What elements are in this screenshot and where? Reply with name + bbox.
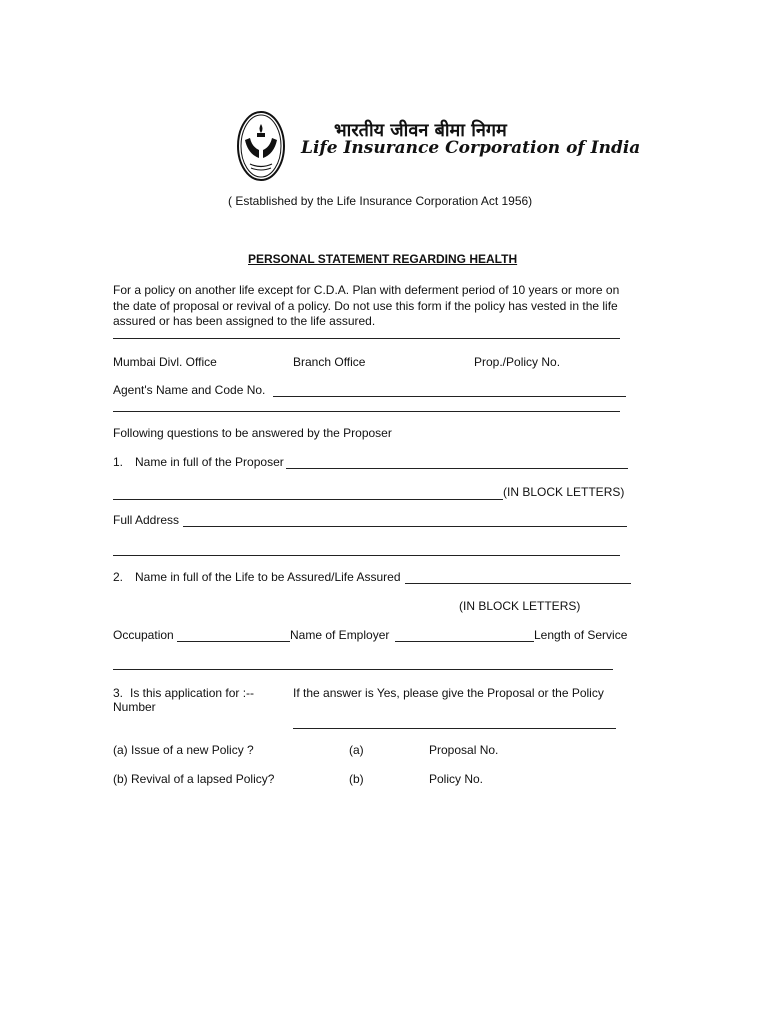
- service-label: Length of Service: [534, 628, 628, 642]
- q3-option-a: (a) Issue of a new Policy ?: [113, 743, 254, 757]
- form-title: PERSONAL STATEMENT REGARDING HEALTH: [248, 252, 518, 266]
- agent-field-line[interactable]: [273, 396, 626, 397]
- q1-label: Name in full of the Proposer: [135, 455, 284, 469]
- intro-line: assured or has been assigned to the life assured.: [113, 314, 376, 328]
- q2-block-letters: (IN BLOCK LETTERS): [459, 599, 581, 613]
- employer-label: Name of Employer: [290, 628, 390, 642]
- address-line-2[interactable]: [113, 555, 620, 556]
- occupation-label: Occupation: [113, 628, 174, 642]
- occupation-line-2[interactable]: [113, 669, 613, 670]
- intro-line: For a policy on another life except for C.D.A. Plan with deferment period of 10 years or more on: [113, 283, 620, 297]
- branch-office-label: Branch Office: [293, 355, 366, 369]
- q3-instruction-cont: Number: [113, 700, 156, 714]
- q3-label: Is this application for :--: [130, 686, 255, 700]
- q3-option-b: (b) Revival of a lapsed Policy?: [113, 772, 275, 786]
- agent-label: Agent's Name and Code No.: [113, 383, 266, 397]
- address-line[interactable]: [183, 526, 627, 527]
- separator-line: [113, 338, 620, 339]
- intro-line: the date of proposal or revival of a policy. Do not use this form if the policy has vested in the life: [113, 298, 618, 313]
- life-assured-name-line[interactable]: [405, 583, 631, 584]
- proposal-no-label: Proposal No.: [429, 743, 499, 757]
- proposer-name-line[interactable]: [286, 468, 628, 469]
- q3-marker-a: (a): [349, 743, 364, 757]
- q3-instruction: If the answer is Yes, please give the Proposal or the Policy: [293, 686, 604, 700]
- intro-paragraph: [113, 283, 643, 330]
- policy-no-answer-label: Policy No.: [429, 772, 484, 786]
- divl-office-label: Mumbai Divl. Office: [113, 355, 217, 369]
- lic-logo: [236, 110, 286, 182]
- org-name-hindi: भारतीय जीवन बीमा निगम: [334, 120, 507, 141]
- policy-number-line[interactable]: [293, 728, 616, 729]
- org-name: Life Insurance Corporation of India: [301, 138, 641, 158]
- proposer-name-line-2[interactable]: [113, 499, 503, 500]
- employer-line[interactable]: [395, 641, 534, 642]
- proposer-intro: Following questions to be answered by the Proposer: [113, 426, 392, 440]
- address-label: Full Address: [113, 513, 180, 527]
- q3-number: 3.: [113, 686, 124, 700]
- q3-marker-b: (b): [349, 772, 364, 786]
- occupation-line[interactable]: [177, 641, 290, 642]
- policy-no-label: Prop./Policy No.: [474, 355, 561, 369]
- agent-field-line-2[interactable]: [113, 411, 620, 412]
- q2-label: Name in full of the Life to be Assured/Life Assured: [135, 570, 401, 584]
- q1-number: 1.: [113, 455, 124, 469]
- q2-number: 2.: [113, 570, 124, 584]
- q1-block-letters: (IN BLOCK LETTERS): [503, 485, 625, 499]
- established-note: ( Established by the Life Insurance Corporation Act 1956): [228, 194, 533, 208]
